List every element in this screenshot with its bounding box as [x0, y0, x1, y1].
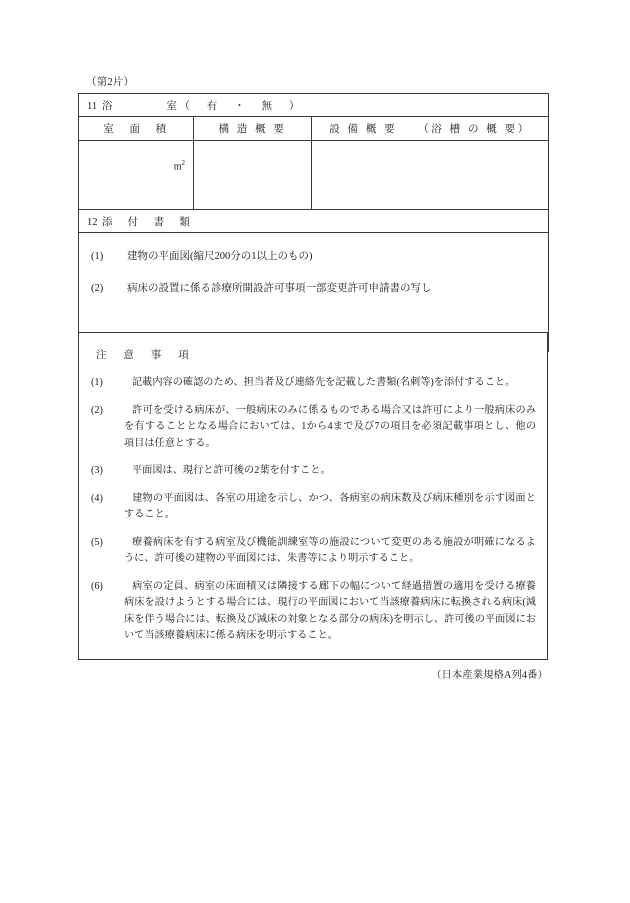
column-header-equipment-outline: 設 備 概 要 （浴 槽 の 概 要）	[312, 117, 549, 141]
note-item-text	[124, 375, 536, 392]
square-meter-exponent: 2	[181, 159, 185, 167]
table-row	[79, 210, 549, 233]
bathroom-section-header	[79, 94, 549, 117]
table-row	[79, 141, 549, 210]
paper-size-note: （日本産業規格A列4番）	[431, 670, 548, 681]
note-item-text	[124, 463, 536, 480]
note-item-marker: (4)	[91, 492, 103, 504]
list-item	[91, 281, 536, 296]
list-item	[90, 491, 536, 524]
structure-outline-input-cell[interactable]	[194, 141, 312, 210]
note-item-body-after-ruby: 記載事項とし、他の項目は任意とする。	[124, 421, 537, 449]
note-item-text	[124, 403, 536, 453]
attachment-item-text: 病床の設置に係る診療所開設許可事項一部変更許可申請書の写し	[127, 283, 432, 295]
table-row	[79, 117, 549, 141]
ruby-annotated-char: 須 +	[432, 419, 442, 436]
bathroom-options: （ 有 ・ 無 ）	[179, 100, 303, 112]
list-item	[90, 403, 536, 453]
note-item-marker: (5)	[91, 536, 103, 548]
note-item-text	[124, 579, 536, 645]
attachments-section-title: 添 付 書 類	[102, 216, 193, 228]
note-item-body: 平面図は、現行と許可後の2葉を付すこと。	[132, 465, 331, 477]
list-item	[90, 375, 536, 392]
note-item-body-before-ruby: 許可を受ける病床が、一般病床のみに係るものである場合又は許可により一般病床のみを有することとなる場合においては、1から4まで及び7の項目を必	[124, 404, 536, 433]
note-item-body: 建物の平面図は、各室の用途を示し、かつ、各病室の病床数及び病床種別を示す図面とすること。	[124, 492, 536, 521]
square-meter-unit: m	[173, 161, 182, 173]
column-header-room-area: 室 面 積	[79, 117, 194, 141]
notes-title: 注 意 事 項	[96, 350, 192, 361]
bathroom-section-title: 浴 室	[102, 100, 180, 112]
note-item-text	[124, 491, 536, 524]
note-item-marker: (2)	[91, 404, 103, 416]
attachments-section-header	[79, 210, 549, 233]
note-item-marker: (1)	[91, 377, 103, 388]
list-item	[90, 579, 536, 645]
notes-box	[78, 332, 548, 660]
bathroom-section-table	[78, 93, 549, 210]
attachment-item-marker: (2)	[91, 283, 104, 295]
list-item	[90, 535, 536, 568]
attachments-section-number: 12	[87, 216, 98, 228]
note-item-body: 記載内容の確認のため、担当者及び連絡先を記載した書類(名刺等)を添付すること。	[132, 377, 516, 388]
note-item-marker: (3)	[91, 465, 103, 477]
list-item	[91, 249, 536, 264]
bathroom-section-number: 11	[87, 100, 98, 112]
sheet-label: （第2片）	[86, 77, 135, 88]
table-row	[79, 94, 549, 117]
attachment-item-marker: (1)	[91, 251, 104, 262]
room-area-input-cell[interactable]	[79, 141, 194, 210]
column-header-structure-outline: 構 造 概 要	[194, 117, 312, 141]
list-item	[90, 463, 536, 480]
note-item-text	[124, 535, 536, 568]
room-area-unit	[79, 141, 193, 172]
attachment-item-text: 建物の平面図(縮尺200分の1以上のもの)	[127, 251, 313, 262]
note-item-body: 病室の定員、病室の床面積又は隣接する廊下の幅について経過措置の適用を受ける療養病床を設けようとする場合には、現行の平面図において当該療養病床に転換される病床(減床を伴う場合には、転換及び減床の対象となる部分の病床)を明示し、許可後の平面図において当該療養病床に係る病床を明示すること。	[124, 580, 536, 642]
attachments-section-table	[78, 209, 549, 352]
equipment-outline-input-cell[interactable]	[312, 141, 549, 210]
note-item-marker: (6)	[91, 580, 103, 592]
note-item-body: 療養病床を有する病室及び機能訓練室等の施設について変更のある施設が明確になるように、許可後の建物の平面図には、朱書等により明示すること。	[124, 536, 536, 565]
